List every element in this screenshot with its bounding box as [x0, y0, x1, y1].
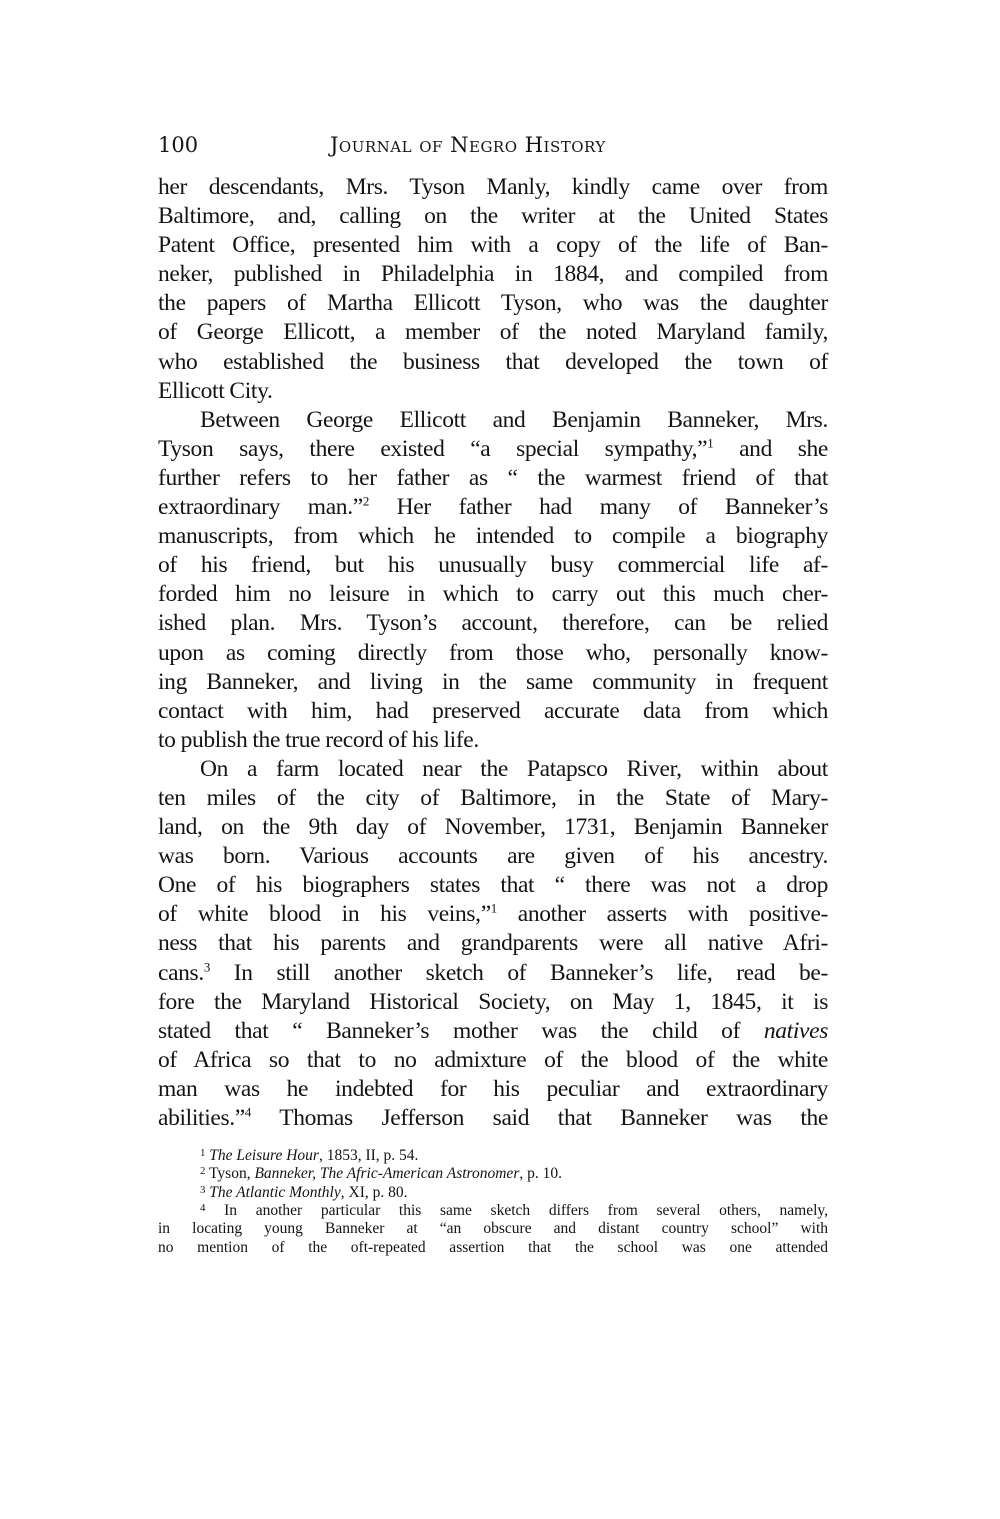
footnote-1: [158, 1147, 828, 1165]
running-head: [158, 128, 828, 162]
text-line: was born. Various accounts are given of his ancestry.: [158, 843, 828, 870]
text-line: upon as coming directly from those who, personally know-: [158, 639, 828, 666]
footnote-marker: 2: [200, 1165, 206, 1178]
footnote-citation: , p. 10.: [519, 1165, 562, 1183]
text-line: Ellicott City.: [158, 377, 273, 404]
text-line: [158, 493, 828, 522]
text-line: [158, 435, 828, 464]
italic-emphasis: natives: [763, 1017, 828, 1044]
footnote-text: In another particular this same sketch differs from several others, namely,: [224, 1201, 829, 1219]
text-fragment: Thomas Jefferson said that Banneker was the: [250, 1105, 828, 1131]
paragraph-1: [158, 173, 828, 406]
text-line: further refers to her father as “ the warmest friend of that: [158, 464, 828, 491]
text-fragment: and she: [713, 435, 828, 462]
text-line: contact with him, had preserved accurate data from which: [158, 697, 828, 724]
footnote-4-cont: no mention of the oft-repeated assertion that the school was one attended: [158, 1238, 828, 1256]
text-line: neker, published in Philadelphia in 1884, and compiled from: [158, 261, 828, 288]
text-line: who established the business that developed the town of: [158, 348, 828, 375]
text-fragment: In still another sketch of Banneker’s life, read be-: [210, 959, 828, 986]
journal-page: [158, 128, 828, 1257]
text-line: forded him no leisure in which to carry out this much cher-: [158, 581, 828, 608]
footnote-title: The Leisure Hour: [209, 1147, 319, 1165]
footnote-ref-3[interactable]: 3: [203, 959, 210, 975]
page-number: 100: [158, 133, 199, 157]
paragraph-2: [158, 406, 828, 755]
footnote-ref-1[interactable]: 1: [707, 435, 714, 451]
footnote-marker: 1: [200, 1147, 206, 1160]
text-line: the papers of Martha Ellicott Tyson, who was the daughter: [158, 290, 828, 317]
text-line: land, on the 9th day of November, 1731, Benjamin Banneker: [158, 814, 828, 841]
text-line: of Africa so that to no admixture of the blood of the white: [158, 1046, 828, 1073]
footnote-title: The Atlantic Monthly: [209, 1183, 341, 1201]
footnote-4: [158, 1202, 828, 1220]
journal-title: Journal of Negro History: [330, 133, 606, 157]
text-line: [158, 1017, 828, 1046]
text-fragment: cans.: [158, 959, 204, 986]
footnote-4-cont: in locating young Banneker at “an obscure and distant country school” with: [158, 1220, 828, 1238]
text-line: Patent Office, presented him with a copy of the life of Ban-: [158, 232, 828, 259]
footnote-citation: , XI, p. 80.: [340, 1183, 408, 1201]
footnote-3: [158, 1184, 828, 1202]
footnote-author: Tyson,: [209, 1165, 255, 1183]
text-line: [158, 959, 828, 988]
text-line: manuscripts, from which he intended to compile a biography: [158, 523, 828, 550]
text-fragment: another asserts with positive-: [496, 901, 828, 928]
text-line: ten miles of the city of Baltimore, in the State of Mary-: [158, 784, 828, 811]
text-line: ness that his parents and grandparents were all native Afri-: [158, 930, 828, 957]
footnote-2: [158, 1165, 828, 1183]
text-fragment: Tyson says, there existed “a special sympathy,”: [158, 435, 708, 462]
text-line: One of his biographers states that “ there was not a drop: [158, 872, 828, 899]
text-line: ished plan. Mrs. Tyson’s account, therefore, can be relied: [158, 610, 828, 637]
paragraph-3: [158, 755, 828, 1133]
body-text: [158, 173, 828, 1133]
footnote-marker: 4: [200, 1202, 206, 1215]
text-line: man was he indebted for his peculiar and extraordinary: [158, 1075, 828, 1102]
text-fragment: extraordinary man.”: [158, 494, 363, 521]
footnote-ref-2[interactable]: 2: [362, 493, 369, 509]
text-line: [158, 1104, 828, 1133]
footnote-citation: , 1853, II, p. 54.: [318, 1147, 419, 1165]
text-fragment: of white blood in his veins,”: [158, 901, 491, 928]
text-line: to publish the true record of his life.: [158, 726, 479, 753]
footnote-title: Banneker, The Afric-American Astronomer: [254, 1165, 520, 1183]
footnote-marker: 3: [200, 1183, 206, 1196]
footnote-ref-4[interactable]: 4: [244, 1104, 251, 1120]
text-fragment: stated that “ Banneker’s mother was the child of: [158, 1017, 764, 1044]
text-line: Baltimore, and, calling on the writer at the United States: [158, 203, 828, 230]
text-line: her descendants, Mrs. Tyson Manly, kindly came over from: [158, 174, 828, 200]
text-fragment: Her father had many of Banneker’s: [368, 494, 828, 521]
text-fragment: abilities.”: [158, 1105, 245, 1131]
text-line: fore the Maryland Historical Society, on May 1, 1845, it is: [158, 988, 828, 1015]
text-line: of his friend, but his unusually busy commercial life af-: [158, 552, 828, 579]
footnotes: [158, 1147, 828, 1257]
text-line: Between George Ellicott and Benjamin Banneker, Mrs.: [200, 406, 828, 433]
text-line: ing Banneker, and living in the same community in frequent: [158, 668, 828, 695]
footnote-ref-1[interactable]: 1: [490, 900, 497, 916]
text-line: [158, 900, 828, 929]
text-line: of George Ellicott, a member of the noted Maryland family,: [158, 319, 828, 346]
text-line: On a farm located near the Patapsco River, within about: [200, 755, 828, 782]
